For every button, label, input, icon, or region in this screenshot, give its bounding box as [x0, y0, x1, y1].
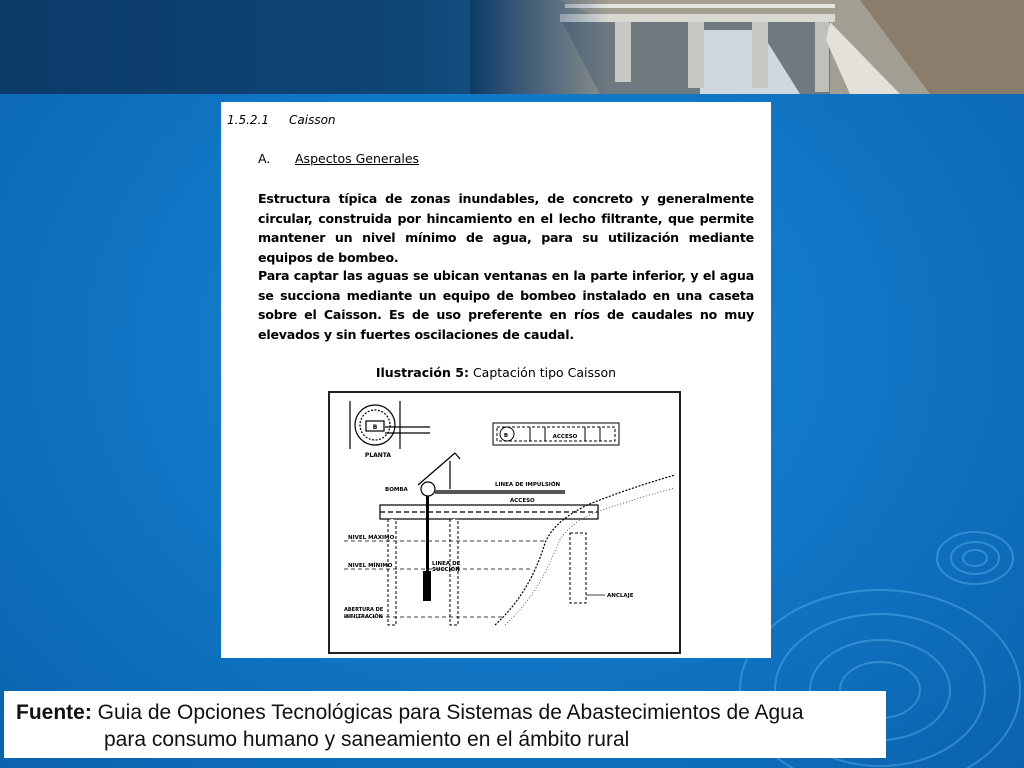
subsection-heading	[258, 151, 419, 166]
suction-strainer	[423, 571, 431, 601]
section-number: 1.5.2.1	[227, 113, 269, 127]
paragraph-2: Para captar las aguas se ubican ventanas en la parte inferior, y el agua se succiona mediante un equipo de bombeo instalado en una caseta sobre el Caisson. Es de uso preferente en ríos de caudales no muy elevados y sin fuertes oscilaciones de caudal.	[258, 268, 754, 342]
linea-impulsion-label: LINEA DE IMPULSIÓN	[495, 482, 561, 488]
paragraph-1: Estructura típica de zonas inundables, de concreto y generalmente circular, construida por hincamiento en el lecho filtrante, que permite mantener un nivel mínimo de agua, para su utilización mediante equipos de bombeo.	[258, 191, 754, 265]
source-label: Fuente:	[16, 701, 92, 724]
nivel-minimo-label: NIVEL MÍNIMO	[348, 563, 393, 569]
plan-view	[350, 401, 430, 449]
source-text-1: Guia de Opciones Tecnológicas para Sistemas de Abastecimientos de Agua	[91, 701, 804, 724]
abertura-label-1: ABERTURA DE	[344, 607, 384, 613]
caption-text: Captación tipo Caisson	[468, 365, 617, 380]
section-heading	[227, 113, 336, 127]
pump-house	[418, 453, 460, 496]
subsection-letter: A.	[258, 151, 271, 166]
subsection-title: Aspectos Generales	[295, 151, 420, 166]
acceso-label: ACCESO	[510, 498, 535, 504]
section-title: Caisson	[289, 113, 336, 127]
caisson-diagram	[328, 391, 681, 654]
plan-b-label: B	[372, 424, 378, 431]
access-b-label: B	[503, 433, 509, 439]
water-levels	[344, 541, 545, 617]
linea-succion-label-2: SUCCIÓN	[432, 567, 460, 573]
document-page	[221, 102, 771, 658]
bomba-label: BOMBA	[385, 487, 408, 493]
planta-label: PLANTA	[364, 452, 392, 459]
linea-succion-label-1: LINEA DE	[432, 561, 461, 567]
access-deck	[380, 505, 598, 519]
source-line-1	[16, 701, 804, 725]
anchor-pile	[570, 533, 586, 603]
impulsion-pipe	[435, 490, 565, 494]
nivel-maximo-label: NIVEL MÁXIMO	[348, 535, 395, 541]
caption-label: Ilustración 5:	[375, 365, 469, 380]
figure-caption	[221, 365, 771, 380]
acceso-top-label: ACCESO	[552, 434, 578, 440]
source-citation	[4, 691, 886, 758]
abertura-label-2: INFILTRACIÓN	[344, 614, 383, 620]
anclaje-label: ANCLAJE	[607, 593, 634, 599]
source-line-2: para consumo humano y saneamiento en el ámbito rural	[104, 728, 630, 751]
